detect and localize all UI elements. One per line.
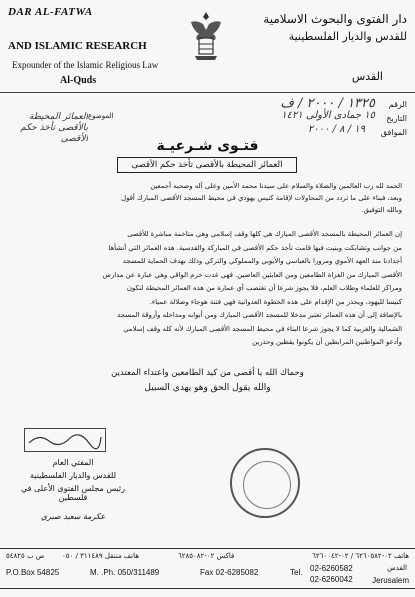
signatory-role-2: للقدس والديار الفلسطينية [29,471,117,480]
footer-city-ar: القدس [387,564,407,572]
org-name-en-line1: DAR AL-FATWA [8,6,93,18]
signatory-role-1: المفتي العام [52,458,94,467]
org-name-ar-line1: دار الفتوى والبحوث الاسلامية [263,12,407,26]
city-ar: القدس [351,70,383,83]
closing-formula: والله يقول الحق وهو يهدي السبيل [144,383,271,393]
body-line: بالإضافة إلى أن هذه العمائر تعتبر مدخلا للمسجد الأقصى المبارك ومن أبوابه ومداخله وأروقة المسجد [117,311,402,319]
org-name-ar-line2: للقدس والديار الفلسطينية [288,30,407,43]
corresponding-value: ١٩ / ٨ / ٢٠٠٠ [307,124,365,135]
footer-pobox-ar: ص ب ٥٤٨٢٥ [6,552,45,560]
body-line: ومراكز للعلماء وطلاب العلم، فلا يجوز شرعا أن تغتصب أي عمارة من هذه العمائر المحيطة لتكون [126,284,402,292]
eagle-emblem-icon [185,8,227,64]
number-label: الرقم [388,100,407,109]
signature-scribble-icon [25,429,105,451]
corresponding-label: الموافق [380,128,407,137]
body-line: الأقصى المبارك من الغزاة الطامعين ومن العابثين العاصين. فهي غدت خرم الواقي وهي عبارة عن مدارس [102,270,402,279]
signatory-name: عكرمة سعيد صبري [40,512,106,521]
body-line: من جوانب وتشابكت وبنيت فيها قامت تأخذ حكم الأقصى في المباركة والقدسية. هذه العمائر التي أنشأها [108,243,402,252]
footer-tel-1: 02-6260582 [310,564,353,573]
footer-tel-2: 02-6260042 [310,575,353,584]
signature-block [8,458,138,521]
paragraph-ruling [18,228,402,350]
closing-prayer: وحماك الله يا أقصى من كيد الطامعين واعتداء المعتدين [111,368,304,378]
footer-mobile-en: M. .Ph. 050/311489 [90,568,160,577]
body-line: كنيسا لليهود، ويحذر من الإقدام على هذه الخطوة العدوانية فهي فتنة هوجاء وضلالة عمياء. [149,297,402,306]
city-en: Al-Quds [60,75,97,86]
date-value: ١٥ جمادى الأولى ١٤٢١ [281,110,375,121]
footer-tel-label: Tel. [290,568,303,577]
footer-pobox-en: P.O.Box 54825 [6,568,60,577]
subject-value: العمائر المحيطة بالأقصى تأخذ حكم الأقصى [20,112,88,144]
subject-label: الموضوع [88,112,114,120]
body-line: وبعد، فبناء على ما تردد من المحاولات لإقامة كنيس يهودي في محيط المسجد الأقصى المبارك أقول [121,194,402,202]
paragraph-intro [18,180,402,216]
body-line: أجدادنا منذ العهد الأموي ومرورا بالعباسي والأيوبي والمملوكي والتركي وذلك بهدف الحماية للمسجد [122,257,402,265]
footer-divider [0,548,415,549]
body-line: الشمالية والغربية كما لا يجوز شرعا البناء في محيط المسجد الأقصى المبارك لأنه كله وقف إسلامي [123,324,402,333]
footer-mobile-ar: هاتف متنقل ٣١١٤٨٩ / ٠٥٠ [62,552,139,560]
body-line: وأدعو المواطنين المرابطين أن يكونوا يقظين وحذرين [252,338,402,346]
signatory-role-3: رئيس مجلس الفتوى الأعلى في فلسطين [20,484,126,502]
official-stamp [230,448,300,518]
body-line: إن العمائر المحيطة بالمسجد الأقصى المبارك هي كلها وقف إسلامي وهي متاخمة مباشرة للأقصى [127,230,402,238]
footer-fax-ar: فاكس ٠٢-٦٢٨٥٠٨٢ [178,552,235,560]
org-tagline-en: Expounder of the Islamic Religious Law [12,60,159,70]
body-line: الحمد لله رب العالمين والصلاة والسلام على سيدنا محمد الأمين وعلى آله وصحبه أجمعين [150,182,402,190]
handwritten-signature-box [24,428,106,452]
org-name-en-line2: AND ISLAMIC RESEARCH [8,40,147,52]
body-line: وبالله التوفيق. [361,206,402,214]
stamp-inner-ring [243,461,291,509]
footer-city-en: Jerusalem [372,576,409,585]
footer-bottom-divider [0,588,415,589]
fatwa-title: فتـوى شـرعيـة [156,138,259,154]
date-label: التاريخ [386,114,407,123]
fatwa-subject-box: العمائر المحيطة بالأقصى تأخذ حكم الأقصى [117,157,297,173]
footer-fax-en: Fax 02-6285082 [200,568,259,577]
header-divider [0,92,415,93]
number-value: ١٣٢٥ / ٢٠٠٠ / ف [280,96,375,111]
footer-phone-ar: هاتف ٠٢-٦٢٦٠٥٨٢ / ٠٢-٦٢٦٠٠٤٢ [312,552,409,560]
